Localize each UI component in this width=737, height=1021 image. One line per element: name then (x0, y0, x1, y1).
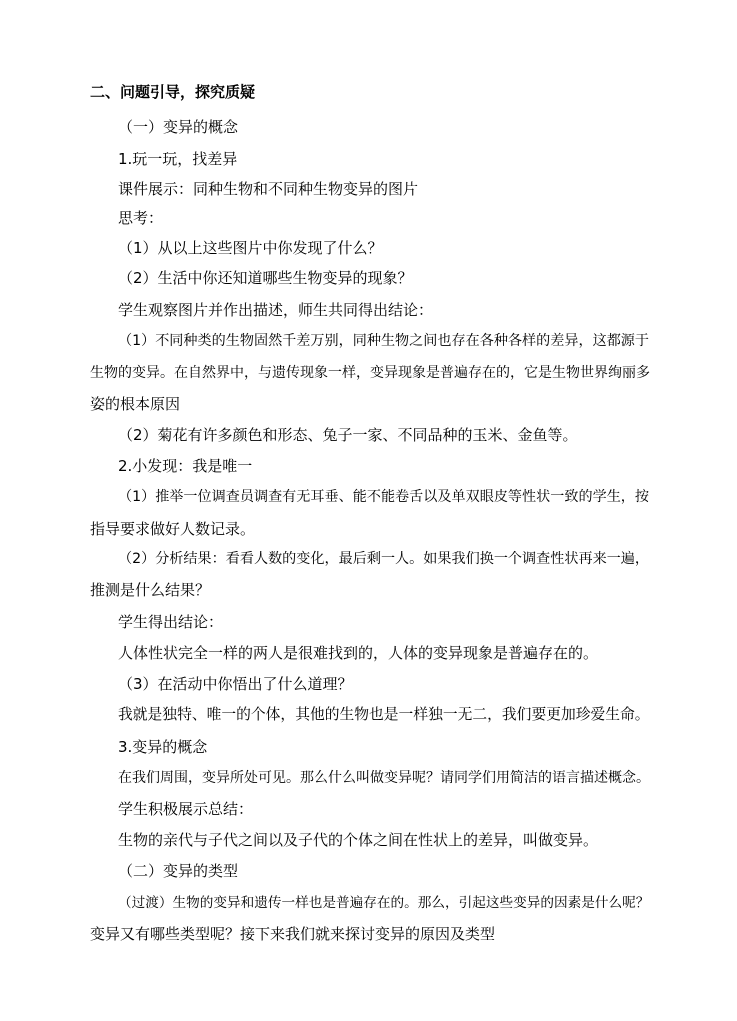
paragraph-line: 姿的根本原因 (90, 395, 181, 413)
section-heading: 二、问题引导，探究质疑 (90, 83, 256, 101)
paragraph-line: （2）菊花有许多颜色和形态、兔子一家、不同品种的玉米、金鱼等。 (118, 426, 578, 444)
paragraph-line: （过渡）生物的变异和遗传一样也是普遍存在的。那么，引起这些变异的因素是什么呢？ (118, 895, 650, 911)
paragraph-line: 1.玩一玩，找差异 (118, 150, 238, 168)
paragraph-line: 生物的变异。在自然界中，与遗传现象一样，变异现象是普遍存在的，它是生物世界绚丽多 (90, 365, 650, 381)
paragraph-line: （2）分析结果：看看人数的变化，最后剩一人。如果我们换一个调查性状再来一遍， (118, 551, 650, 567)
paragraph-line: 2.小发现：我是唯一 (118, 457, 253, 475)
paragraph-line: 3.变异的概念 (118, 738, 208, 756)
paragraph-line: （3）在活动中你悟出了什么道理？ (118, 675, 353, 693)
subsection-heading: （二）变异的类型 (118, 862, 239, 880)
paragraph-line: 思考： (118, 209, 164, 227)
paragraph-line: 人体性状完全一样的两人是很难找到的，人体的变异现象是普遍存在的。 (118, 644, 599, 662)
paragraph-line: （1）推举一位调查员调查有无耳垂、能不能卷舌以及单双眼皮等性状一致的学生，按 (118, 489, 650, 505)
paragraph-line: 在我们周围，变异所处可见。那么什么叫做变异呢？请同学们用简洁的语言描述概念。 (118, 770, 650, 786)
paragraph-line: 生物的亲代与子代之间以及子代的个体之间在性状上的差异，叫做变异。 (118, 831, 599, 849)
paragraph-line: 学生观察图片并作出描述，师生共同得出结论： (118, 301, 434, 319)
paragraph-line: 变异又有哪些类型呢？接下来我们就来探讨变异的原因及类型 (90, 925, 496, 943)
paragraph-line: 学生得出结论： (118, 613, 224, 631)
paragraph-line: 课件展示：同种生物和不同种生物变异的图片 (118, 180, 419, 198)
paragraph-line: 学生积极展示总结： (118, 800, 254, 818)
paragraph-line: 推测是什么结果？ (90, 581, 211, 599)
subsection-heading: （一）变异的概念 (118, 118, 239, 136)
paragraph-line: 我就是独特、唯一的个体，其他的生物也是一样独一无二，我们要更加珍爱生命。 (118, 706, 650, 723)
paragraph-line: 指导要求做好人数记录。 (90, 520, 256, 538)
paragraph-line: （1）不同种类的生物固然千差万别，同种生物之间也存在各种各样的差异，这都源于 (118, 333, 650, 349)
paragraph-line: （2）生活中你还知道哪些生物变异的现象？ (118, 269, 413, 287)
paragraph-line: （1）从以上这些图片中你发现了什么？ (118, 239, 383, 257)
